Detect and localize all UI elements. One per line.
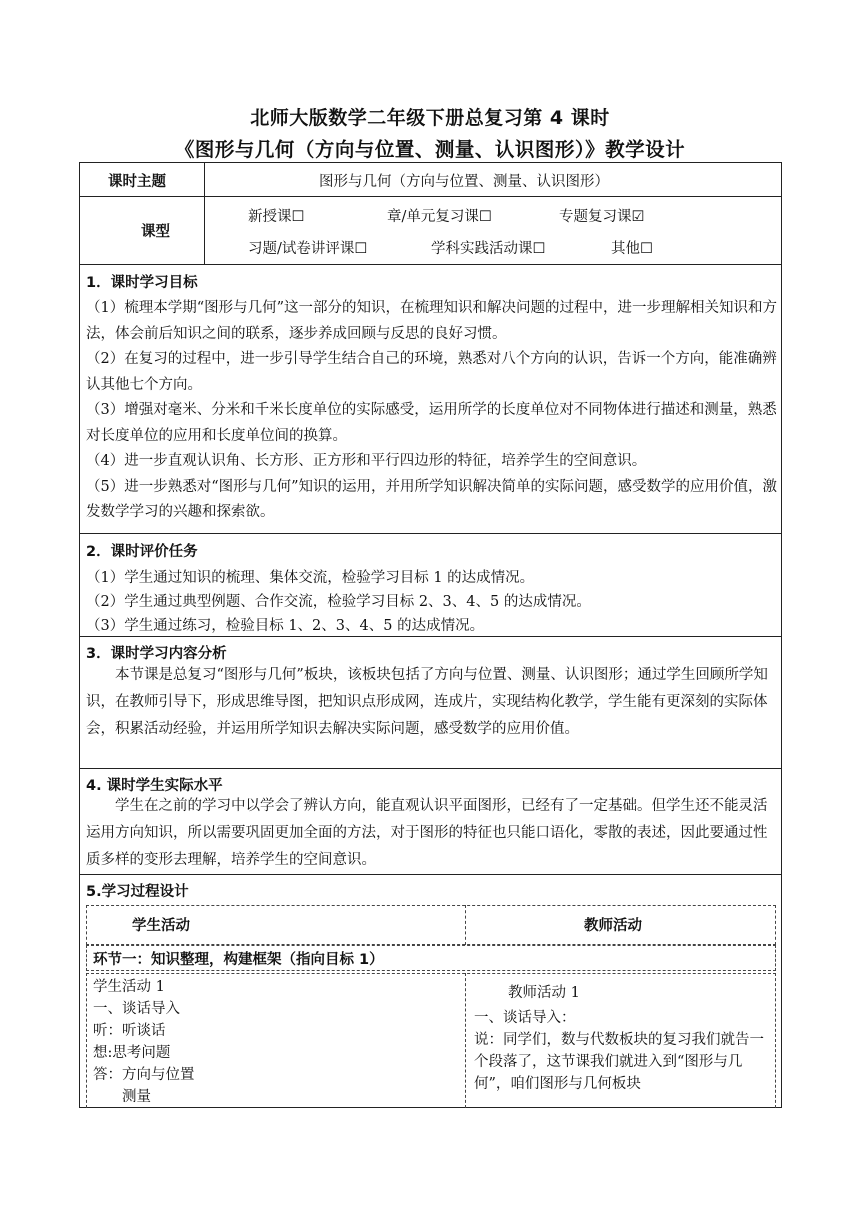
type-option-exercise[interactable]: 习题/试卷讲评课☐ xyxy=(248,241,368,257)
student-activity-title: 学生活动 1 xyxy=(93,979,165,995)
section2-heading: 2．课时评价任务 xyxy=(86,544,198,560)
page-title-line1: 北师大版数学二年级下册总复习第 4 课时 xyxy=(250,107,610,129)
type-option-unit-review[interactable]: 章/单元复习课☐ xyxy=(387,209,492,225)
type-option-other[interactable]: 其他☐ xyxy=(611,241,653,257)
section4-body: 学生在之前的学习中以学会了辨认方向，能直观认识平面图形，已经有了一定基础。但学生还不能灵活运用方向知识，所以需要巩固更加全面的方法，对于图形的特征也只能口语化，零散的表述，因此要通过性质多样的变形去理解，培养学生的空间意识。 xyxy=(86,798,768,868)
student-line: 答：方向与位置 xyxy=(93,1067,195,1083)
type-label: 课型 xyxy=(141,224,170,240)
teacher-line: 说：同学们，数与代数板块的复习我们就告一个段落了，这节课我们就进入到“图形与几何”，咱们图形与几何板块 xyxy=(474,1032,764,1092)
row-divider xyxy=(79,196,782,197)
student-activity-1 xyxy=(93,976,458,1108)
section3-body: 本节课是总复习“图形与几何”板块，该板块包括了方向与位置、测量、认识图形；通过学生回顾所学知识，在教师引导下，形成思维导图，把知识点形成网，连成片，实现结构化教学，学生能有更深刻的实际体会，积累活动经验，并运用所学知识去解决实际问题，感受数学的应用价值。 xyxy=(86,667,768,737)
topic-label: 课时主题 xyxy=(108,174,166,190)
section5-heading: 5.学习过程设计 xyxy=(86,884,189,900)
type-option-practice[interactable]: 学科实践活动课☐ xyxy=(431,241,546,257)
page-title-line2: 《图形与几何（方向与位置、测量、认识图形）》教学设计 xyxy=(174,138,686,161)
topic-value: 图形与几何（方向与位置、测量、认识图形） xyxy=(319,174,609,190)
row-divider xyxy=(79,264,782,265)
section3-heading: 3．课时学习内容分析 xyxy=(86,646,227,662)
student-line: 想:思考问题 xyxy=(93,1045,171,1061)
student-activity-header: 学生活动 xyxy=(132,918,190,934)
task-item: （2）学生通过典型例题、合作交流，检验学习目标 2、3、4、5 的达成情况。 xyxy=(86,594,591,610)
section2-body xyxy=(86,566,778,638)
teacher-activity-title: 教师活动 1 xyxy=(508,985,580,1001)
activity-col-divider xyxy=(465,905,466,945)
type-option-topic-review[interactable]: 专题复习课☑ xyxy=(559,209,645,225)
goal-item: （4）进一步直观认识角、长方形、正方形和平行四边形的特征，培养学生的空间意识。 xyxy=(86,453,647,469)
goal-item: （2）在复习的过程中，进一步引导学生结合自己的环境，熟悉对八个方向的认识，告诉一个方向，能准确辨认其他七个方向。 xyxy=(86,351,777,393)
stage1-title: 环节一：知识整理，构建框架（指向目标 1） xyxy=(93,952,384,968)
goal-item: （5）进一步熟悉对“图形与几何”知识的运用，并用所学知识解决简单的实际问题，感受数学的应用价值，激发数学学习的兴趣和探索欲。 xyxy=(86,478,778,520)
col-divider xyxy=(204,162,205,196)
goal-item: （1）梳理本学期“图形与几何”这一部分的知识，在梳理知识和解决问题的过程中，进一步理解相关知识和方法，体会前后知识之间的联系，逐步养成回顾与反思的良好习惯。 xyxy=(86,300,778,342)
goal-item: （3）增强对毫米、分米和千米长度单位的实际感受，运用所学的长度单位对不同物体进行描述和测量，熟悉对长度单位的应用和长度单位间的换算。 xyxy=(86,402,777,444)
student-line: 一、谈话导入 xyxy=(93,1001,180,1017)
teacher-activity-1 xyxy=(474,982,770,1095)
row-divider xyxy=(79,768,782,769)
teacher-activity-header: 教师活动 xyxy=(584,918,642,934)
teacher-line: 一、谈话导入： xyxy=(474,1010,576,1026)
task-item: （3）学生通过练习，检验目标 1、2、3、4、5 的达成情况。 xyxy=(86,618,485,634)
section4-heading: 4. 课时学生实际水平 xyxy=(86,778,223,794)
type-option-new[interactable]: 新授课☐ xyxy=(248,209,305,225)
col-divider xyxy=(204,196,205,264)
section1-heading: 1．课时学习目标 xyxy=(86,275,198,291)
row-divider xyxy=(79,874,782,875)
activity-col-divider xyxy=(465,973,466,1108)
row-divider xyxy=(79,533,782,534)
task-item: （1）学生通过知识的梳理、集体交流，检验学习目标 1 的达成情况。 xyxy=(86,570,535,586)
student-line: 测量 xyxy=(93,1089,151,1105)
student-line: 听：听谈话 xyxy=(93,1023,166,1039)
section1-body xyxy=(86,296,778,526)
row-divider xyxy=(79,636,782,637)
